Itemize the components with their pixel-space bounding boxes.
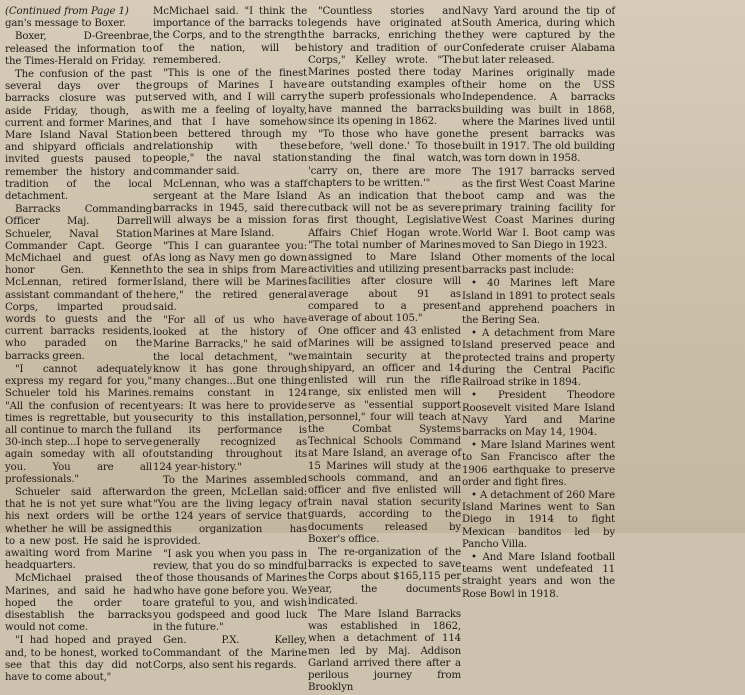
paragraph: "This I can guarantee you: As long as Navy men go down to the sea in ships from Mare Island, there will be Marines here," the retired general said. bbox=[153, 240, 307, 313]
article-column-2 bbox=[153, 6, 307, 695]
article-column-3 bbox=[308, 6, 461, 695]
paragraph: McMichael praised the Marines, and said he had hoped the order to disestablish the barracks would not come. bbox=[5, 573, 152, 634]
paragraph: "I had hoped and prayed and, to be honest, worked to see that this day did not have to come about," bbox=[5, 635, 152, 683]
bullet-item: • A detachment from Mare Island preserved peace and protected trains and property during the Central Pacific Railroad strike in 1894. bbox=[462, 328, 615, 389]
paragraph: "Countless stories and legends have originated at the barracks, enriching the history and tradition of our Corps," Kelley wrote. "The Marines posted there today are outstanding examples of the superb professionals who have manned the barracks since its opening in 1862. bbox=[308, 6, 461, 127]
paragraph: Schueler said afterward that he is not yet sure what his next orders will be or whether he will be assigned to a new post. He said he is awaiting word from Marine headquarters. bbox=[5, 486, 152, 572]
paragraph: The re-organization of the barracks is expected to save the Corps about $165,115 per year, the documents indicated. bbox=[308, 546, 461, 607]
bullet-item: • Mare Island Marines went to San Francisco after the 1906 earthquake to preserve order and fight fires. bbox=[462, 440, 615, 488]
paragraph: "To those who have gone before, 'well done.' To those standing the final watch, 'carry on, there are more chapters to be written.'" bbox=[308, 129, 461, 189]
paragraph: McLennan, who was a staff sergeant at the Mare Island barracks in 1945, said there will always be a mission for Marines at Mare Island. bbox=[153, 178, 307, 239]
paragraph: Barracks Commanding Officer Maj. Darrell Schueler, Naval Station Commander Capt. George McMichael and guest of honor Gen. Kenneth McLennan, retired former assistant commandant of the Corps, imparted proud words to guests and the current barracks residents, who paraded on the barracks green. bbox=[5, 204, 152, 362]
bullet-item: • 40 Marines left Mare Island in 1891 to protect seals and apprehend poachers in the Bering Sea. bbox=[462, 278, 615, 327]
paragraph: "I cannot adequately express my regard for you," Schueler told his Marines. "All the confusion of recent times is regrettable, but you all continue to march the full 30-inch step...I hope to serve again someday with all of you. You are all professionals." bbox=[5, 363, 152, 485]
paragraph: The confusion of the past several days over the barracks closure was put aside Friday, though, as current and former Marines, Mare Island Naval Station and shipyard officials and invited guests paused to remember the history and tradition of the local detachment. bbox=[5, 69, 152, 203]
paragraph: The 1917 barracks served as the first West Coast Marine boot camp and was the primary training facility for West Coast Marines during World War I. Boot camp was moved to San Diego in 1923. bbox=[462, 166, 615, 251]
bullet-item: • President Theodore Roosevelt visited Mare Island Navy Yard and Marine barracks on May 14, 1904. bbox=[462, 390, 615, 438]
paragraph: McMichael said. "I think the importance of the barracks to the Corps, and to the strength of the nation, will be remembered. bbox=[153, 6, 307, 66]
paragraph: Gen. P.X. Kelley, Commandant of the Marine Corps, also sent his regards. bbox=[153, 635, 307, 671]
paragraph: Marines originally made their home on the USS Independence. A barracks building was built in 1868, where the Marines lived until the present barracks was built in 1917. The old building was torn down in 1958. bbox=[462, 68, 615, 165]
paragraph: Other moments of the local barracks past include: bbox=[462, 253, 615, 277]
continued-dateline: (Continued from Page 1) bbox=[5, 6, 129, 17]
paragraph: The Mare Island Barracks was established in 1862, when a detachment of 114 men led by Maj. Addison Garland arrived there after a perilous journey from Brooklyn bbox=[308, 608, 461, 694]
paragraph: To the Marines assembled on the green, McLellan said: "You are the living legacy of the 124 years of service that this organization has provided. bbox=[153, 474, 307, 547]
article-column-5-blank bbox=[616, 6, 740, 695]
article-column-4 bbox=[462, 6, 615, 695]
article-columns bbox=[5, 6, 742, 694]
article-column-1 bbox=[5, 6, 152, 695]
paragraph: "For all of us who have looked at the history of Marine Barracks," he said of the local detachment, "we know it has gone through many changes...But one thing remains constant in 124 years: It was here to provide security to this installation, and its performance is generally recognized as outstanding throughout its 124 year-history." bbox=[153, 315, 307, 473]
paragraph: gan's message to Boxer. bbox=[5, 18, 126, 30]
paragraph: "This is one of the finest groups of Marines I have served with, and I will carry with me a feeling of loyalty, and that I have somehow been bettered through my relationship with these people," the naval station commander said. bbox=[153, 68, 307, 177]
bullet-item: • A detachment of 260 Mare Island Marines went to San Diego in 1914 to fight Mexican banditos led by Pancho Villa. bbox=[462, 489, 615, 550]
paragraph: As an indication that the cutback will not be as severe as first thought, Legislative Affairs Chief Hogan wrote. "The total number of Marines assigned to Mare Island activities and utilizing present facilities after closure will average about 91 as compared to a present average of about 105." bbox=[308, 191, 461, 325]
paragraph: "I ask you when you pass in review, that you do so mindful of those thousands of Marines who have gone before you. We are grateful to you, and wish you godspeed and good luck in the future." bbox=[153, 548, 307, 634]
paragraph: One officer and 43 enlisted Marines will be assigned to maintain security at the shipyard, an officer and 14 enlisted will run the rifle range, six enlisted men will serve as "essential support personnel," four will teach at the Combat Systems Technical Schools Command at Mare Island, an average of 15 Marines will study at the schools command, and an officer and five enlisted will train naval station security guards, according to the documents released by Boxer's office. bbox=[308, 326, 461, 545]
paragraph: Navy Yard around the tip of South America, during which they were captured by the Confederate cruiser Alabama but later released. bbox=[462, 6, 615, 66]
paragraph: Boxer, D-Greenbrae, released the information to the Times-Herald on Friday. bbox=[5, 31, 152, 67]
bullet-item: • And Mare Island football teams went undefeated 11 straight years and won the Rose Bowl in 1918. bbox=[462, 551, 615, 600]
